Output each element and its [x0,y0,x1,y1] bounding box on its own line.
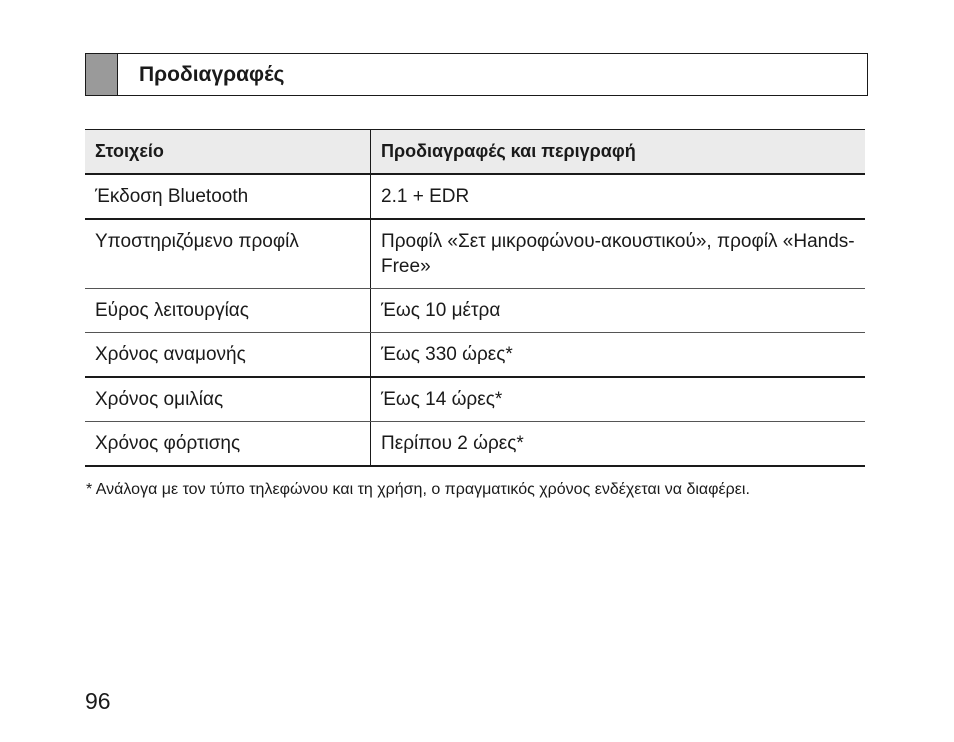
table-row [85,174,865,219]
column-header-item: Στοιχείο [85,130,371,175]
row-item-label: Έκδοση Bluetooth [85,174,371,219]
table-row [85,219,865,289]
footnote: * Ανάλογα με τον τύπο τηλεφώνου και τη χρήση, ο πραγματικός χρόνος ενδέχεται να διαφέρει. [86,481,750,498]
section-title: Προδιαγραφές [139,62,285,86]
specifications-table [85,129,865,467]
row-spec-value: Περίπου 2 ώρες* [371,422,866,467]
table-row [85,289,865,333]
row-spec-value: Έως 14 ώρες* [371,377,866,422]
row-spec-value: Έως 10 μέτρα [371,289,866,333]
row-item-label: Χρόνος φόρτισης [85,422,371,467]
table-row [85,333,865,378]
page-number: 96 [85,688,111,714]
section-header [85,53,868,96]
column-header-spec: Προδιαγραφές και περιγραφή [371,130,866,175]
row-spec-value: Έως 330 ώρες* [371,333,866,378]
row-spec-value: 2.1 + EDR [371,174,866,219]
table-header-row [85,130,865,175]
row-item-label: Χρόνος αναμονής [85,333,371,378]
table-row [85,377,865,422]
table-row [85,422,865,467]
row-item-label: Χρόνος ομιλίας [85,377,371,422]
row-item-label: Εύρος λειτουργίας [85,289,371,333]
row-spec-value: Προφίλ «Σετ μικροφώνου-ακουστικού», προφίλ «Hands-Free» [371,219,866,289]
row-item-label: Υποστηριζόμενο προφίλ [85,219,371,289]
section-header-tab [86,54,118,95]
